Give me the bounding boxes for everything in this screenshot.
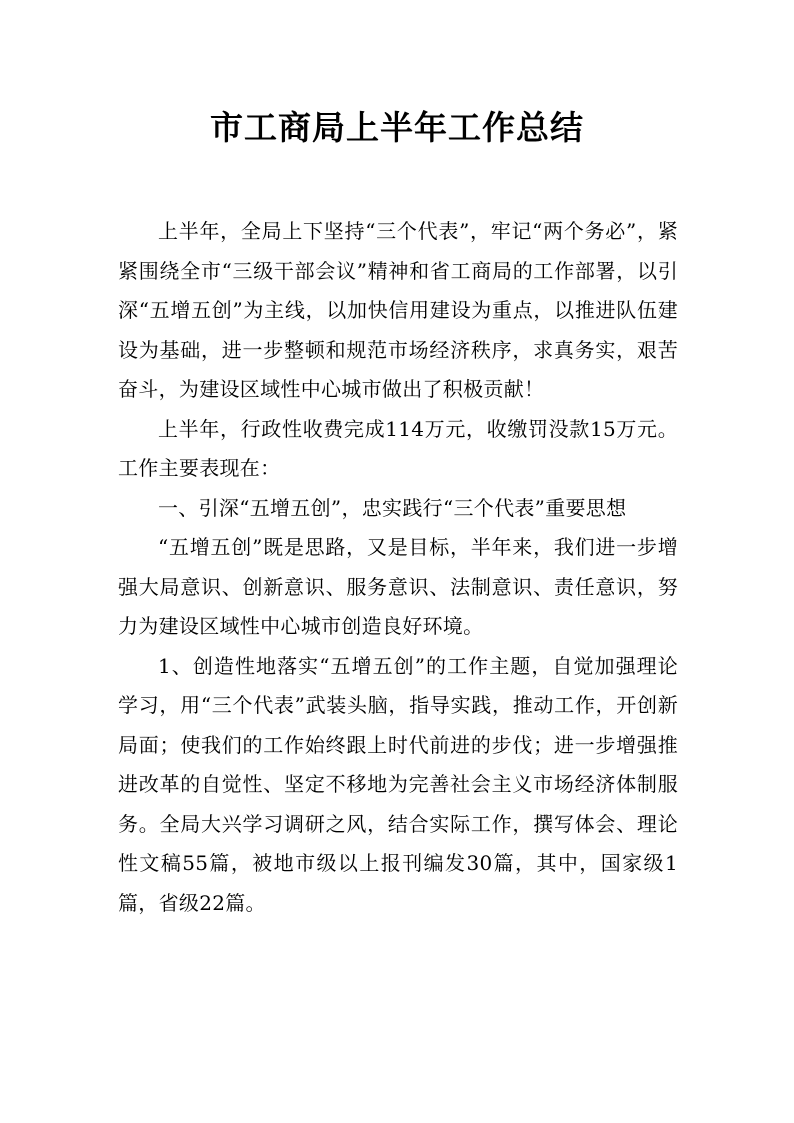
section-heading-1: 一、引深“五增五创”，忠实践行“三个代表”重要思想 xyxy=(158,495,627,520)
paragraph-item-1: 1、创造性地落实“五增五创”的工作主题，自觉加强理论学习，用“三个代表”武装头脑，指导实践，推动工作，开创新局面；使我们的工作始终跟上时代前进的步伐；进一步增强推进改革的自觉性、坚定不移地为完善社会主义市场经济体制服务。全局大兴学习调研之风，结合实际工作，撰写体会、理论性文稿55篇，被地市级以上报刊编发30篇，其中，国家级1篇，省级22篇。 xyxy=(118,653,678,915)
paragraph-wuzeng: “五增五创”既是思路，又是目标，半年来，我们进一步增强大局意识、创新意识、服务意识、法制意识、责任意识，努力为建设区域性中心城市创造良好环境。 xyxy=(118,535,678,638)
paragraph-intro: 上半年，全局上下坚持“三个代表”，牢记“两个务必”，紧紧围绕全市“三级干部会议”精神和省工商局的工作部署，以引深“五增五创”为主线，以加快信用建设为重点，以推进队伍建设为基础，进一步整顿和规范市场经济秩序，求真务实，艰苦奋斗，为建设区域性中心城市做出了积极贡献！ xyxy=(118,219,678,401)
document-body xyxy=(118,212,678,923)
paragraph-revenue: 上半年，行政性收费完成114万元，收缴罚没款15万元。工作主要表现在： xyxy=(118,416,678,480)
document-title: 市工商局上半年工作总结 xyxy=(210,108,584,147)
